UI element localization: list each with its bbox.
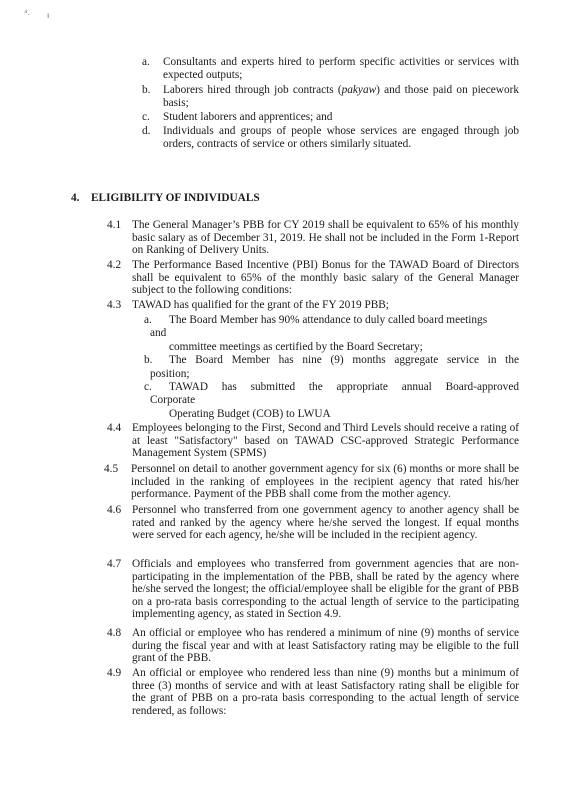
list-item: Individuals and groups of people whose services are engaged through job orders, contracts of service or others similarly situated. (163, 125, 519, 150)
item-number: 4.5 (104, 463, 119, 475)
item-number: 4.6 (107, 504, 122, 516)
list-label: b. (142, 84, 151, 96)
item-number: 4.2 (107, 259, 122, 271)
sub-label: c. (144, 381, 152, 393)
sub-item-line: The Board Member has 90% attendance to duly called board meetings (169, 314, 488, 326)
list-label: c. (142, 111, 150, 123)
list-item: Consultants and experts hired to perform specific activities or services with expected outputs; (163, 56, 519, 81)
sub-item-line: Operating Budget (COB) to LWUA (169, 408, 331, 420)
item-text: TAWAD has qualified for the grant of the FY 2019 PBB; (132, 299, 389, 311)
sub-item-line: position; (150, 368, 190, 380)
item-text: Personnel on detail to another government agency for six (6) months or more shall be included in the ranking of employees in the recipient agency that rated his/her performance. Payment of the PBB shall come from the mother agency. (131, 463, 519, 501)
sub-item-line: The Board Member has nine (9) months aggregate service in the (169, 354, 519, 366)
scan-mark-right: ı (47, 11, 50, 20)
sub-item-line: and (150, 327, 167, 339)
item-text: Personnel who transferred from one government agency to another agency shall be rated and ranked by the agency where he/she served the longest. If equal months were served for each agency, he/she will be included in the recipient agency. (132, 504, 519, 542)
item-number: 4.1 (107, 219, 122, 231)
list-label: d. (142, 125, 151, 137)
item-text: An official or employee who has rendered a minimum of nine (9) months of service during the fiscal year and with at least Satisfactory rating may be eligible to the full grant of the PBB. (132, 627, 519, 665)
section-number: 4. (71, 192, 80, 204)
item-text: An official or employee who rendered less than nine (9) months but a minimum of three (3) months of service and with at least Satisfactory rating shall be eligible for the grant of PBB on a pro-rata basis corresponding to the actual length of service rendered, as follows: (132, 667, 519, 717)
item-number: 4.9 (107, 667, 122, 679)
item-text: Officials and employees who transferred from government agencies that are non-participating in the implementation of the PBB, shall be rated by the agency where he/she served the longest; the official/employee shall be eligible for the grant of PBB on a pro-rata basis corresponding to the actual length of service to the participating implementing agency, as stated in Section 4.9. (132, 558, 519, 621)
sub-item-line: TAWAD has submitted the appropriate annual Board-approved (169, 381, 519, 393)
item-number: 4.3 (107, 299, 122, 311)
sub-label: b. (144, 354, 153, 366)
sub-item-line: Corporate (150, 394, 196, 406)
list-label: a. (142, 56, 150, 68)
list-item: Student laborers and apprentices; and (163, 111, 333, 123)
item-number: 4.4 (107, 422, 122, 434)
sub-item-line: committee meetings as certified by the Board Secretary; (169, 341, 423, 353)
scan-mark-left: ⁴. (24, 8, 30, 17)
item-number: 4.8 (107, 627, 122, 639)
section-title: ELIGIBILITY OF INDIVIDUALS (91, 192, 260, 204)
item-text: The Performance Based Incentive (PBI) Bonus for the TAWAD Board of Directors shall be equivalent to 65% of the monthly basic salary of the General Manager subject to the following conditions: (132, 259, 519, 297)
sub-label: a. (144, 314, 152, 326)
item-number: 4.7 (107, 558, 122, 570)
list-item: Laborers hired through job contracts (pakyaw) and those paid on piecework basis; (163, 84, 519, 109)
item-text: Employees belonging to the First, Second and Third Levels should receive a rating of at least "Satisfactory" based on TAWAD CSC-approved Strategic Performance Management System (SPMS) (132, 422, 519, 460)
item-text: The General Manager’s PBB for CY 2019 shall be equivalent to 65% of his monthly basic salary as of December 31, 2019. He shall not be included in the Form 1-Report on Ranking of Delivery Units. (132, 219, 519, 257)
